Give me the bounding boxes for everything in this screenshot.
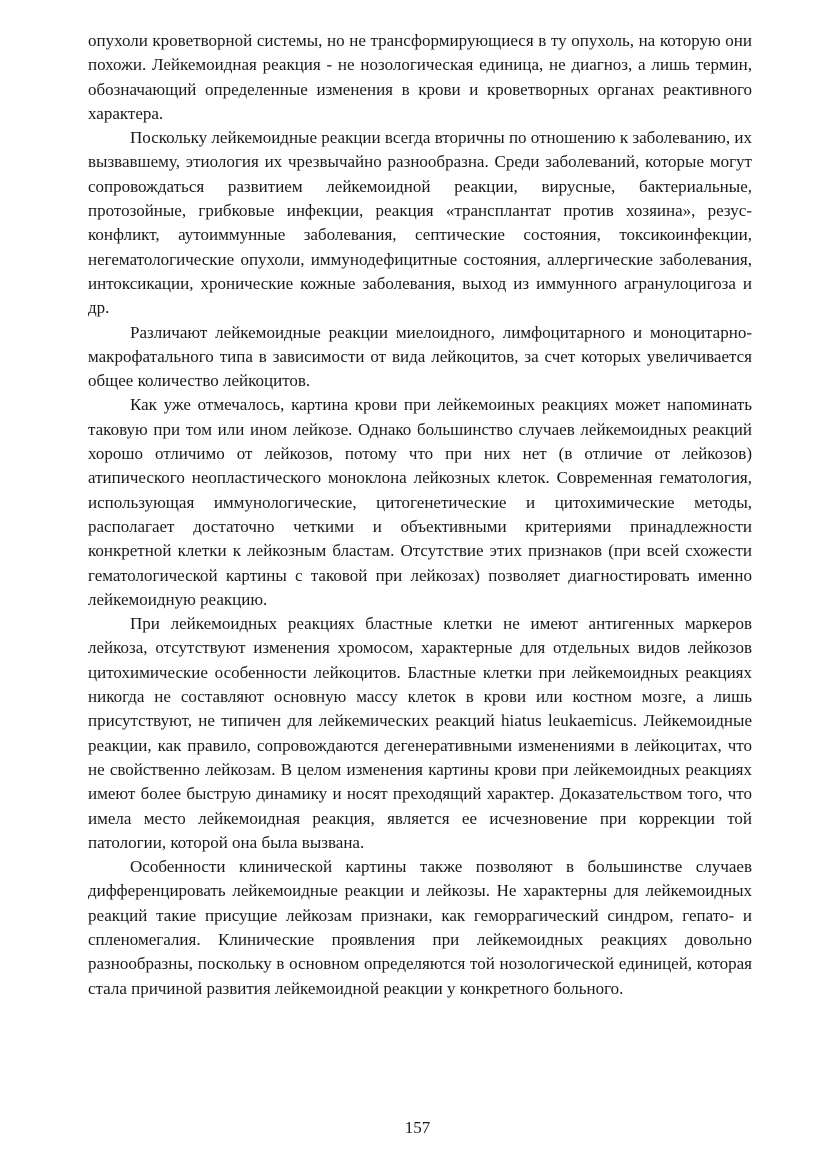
page-number: 157: [404, 1118, 431, 1137]
paragraph-2: Поскольку лейкемоидные реакции всегда вторичны по отношению к заболеванию, их вызвавшему, этиология их чрезвычайно разнообразна. Среди заболеваний, которые могут сопровождаться развитием лейкемоидной реакции, вирусные, бактериальные, протозойные, грибковые инфекции, реакция «трансплантат против хозяина», резус-конфликт, аутоиммунные заболевания, септические состояния, токсикоинфекции, негематологические опухоли, иммунодефицитные состояния, аллергические заболевания, интоксикации, хронические кожные заболевания, выход из иммунного агранулоцигоза и др.: [88, 128, 752, 318]
paragraph-3: Различают лейкемоидные реакции миелоидного, лимфоцитарного и моноцитарно-макрофатального типа в зависимости от вида лейкоцитов, за счет которых увеличивается общее количество лейкоцитов.: [88, 322, 752, 391]
paragraph-5: При лейкемоидных реакциях бластные клетки не имеют антигенных маркеров лейкоза, отсутствуют изменения хромосом, характерные для отдельных видов лейкозов цитохимические особенности лейкоцитов. Бластные клетки при лейкемоидных реакциях никогда не составляют основную массу клеток в крови или костном мозге, а лишь присутствуют, не типичен для лейкемических реакций hiatus leukaemicus. Лейкемоидные реакции, как правило, сопровождаются дегенеративными изменениями в лейкоцитах, что не свойственно лейкозам. В целом изменения картины крови при лейкемоидных реакциях имеют более быструю динамику и носят преходящий характер. Доказательством того, что имела место лейкемоидная реакция, является ее исчезновение при коррекции той патологии, которой она была вызвана.: [88, 614, 752, 852]
page-body: [88, 29, 752, 1001]
paragraph-4: Как уже отмечалось, картина крови при лейкемоиных реакциях может напоминать таковую при том или ином лейкозе. Однако большинство случаев лейкемоидных реакций хорошо отличимо от лейкозов, потому что при них нет (в отличие от лейкозов) атипического неопластического моноклона лейкозных клеток. Современная гематология, использующая иммунологические, цитогенетические и цитохимические методы, располагает достаточно четкими и объективными критериями принадлежности конкретной клетки к лейкозным бластам. Отсутствие этих признаков (при всей схожести гематологической картины с таковой при лейкозах) позволяет диагностировать именно лейкемоидную реакцию.: [88, 395, 752, 609]
paragraph-1: опухоли кроветворной системы, но не трансформирующиеся в ту опухоль, на которую они похожи. Лейкемоидная реакция - не нозологическая единица, не диагноз, а лишь термин, обозначающий определенные изменения в крови и кроветворных органах реактивного характера.: [88, 31, 752, 123]
paragraph-6: Особенности клинической картины также позволяют в большинстве случаев дифференцировать лейкемоидные реакции и лейкозы. Не характерны для лейкемоидных реакций такие присущие лейкозам признаки, как геморрагический синдром, гепато- и спленомегалия. Клинические проявления при лейкемоидных реакциях довольно разнообразны, поскольку в основном определяются той нозологической единицей, которая стала причиной развития лейкемоидной реакции у конкретного больного.: [88, 857, 752, 998]
